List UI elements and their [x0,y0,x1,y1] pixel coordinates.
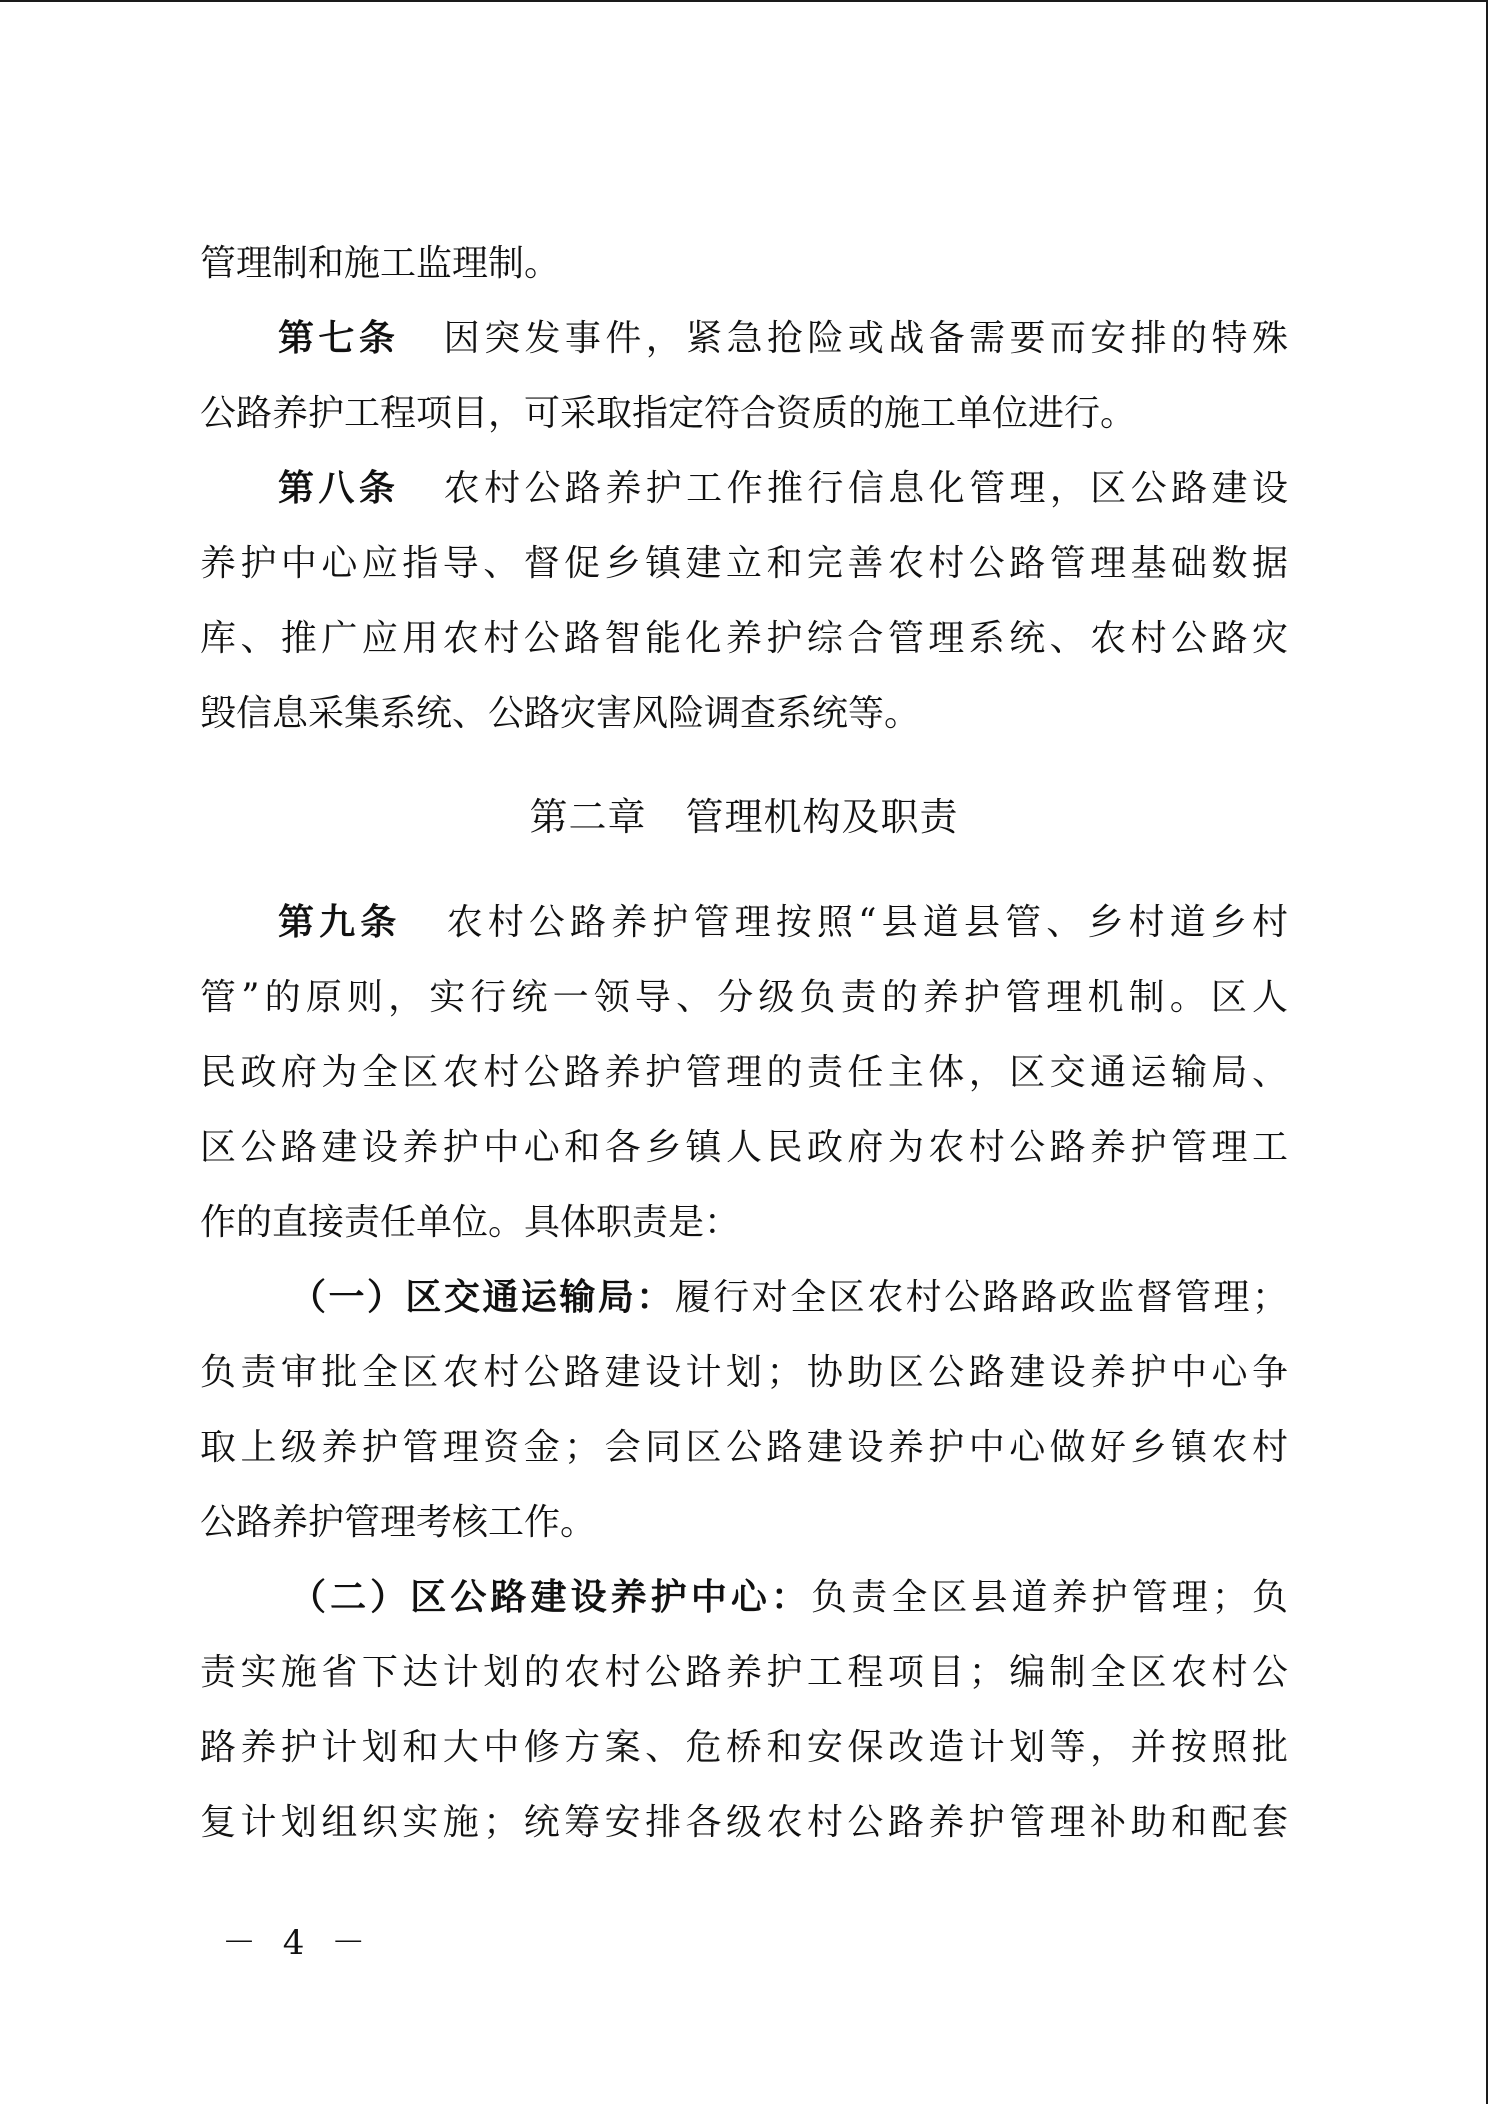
line-text: 取上级养护管理资金；会同区公路建设养护中心做好乡镇农村 [200,1427,1288,1468]
line-text: 农村公路养护管理按照“县道县管、乡村道乡村 [441,902,1288,943]
paragraph-line [200,1410,1288,1485]
paragraph-line [200,1110,1288,1185]
line-text: 公路养护管理考核工作。 [200,1502,597,1543]
line-text: 因突发事件，紧急抢险或战备需要而安排的特殊 [439,318,1288,359]
line-text: 管理制和施工监理制。 [200,243,561,284]
document-body [200,226,1288,1860]
article-9-heading-line [200,885,1288,960]
line-text: 路养护计划和大中修方案、危桥和安保改造计划等，并按照批 [200,1727,1288,1768]
chapter-title: 第二章 管理机构及职责 [529,795,959,839]
item-label: （一）区交通运输局： [290,1276,675,1318]
paragraph-line [200,1635,1288,1710]
line-text: 履行对全区农村公路路政监督管理； [674,1277,1288,1318]
line-text: 作的直接责任单位。具体职责是： [200,1202,741,1243]
line-text: 区公路建设养护中心和各乡镇人民政府为农村公路养护管理工 [200,1127,1288,1168]
paragraph-line [200,1185,1288,1260]
line-text: 民政府为全区农村公路养护管理的责任主体，区交通运输局、 [200,1052,1288,1093]
line-text: 复计划组织实施；统筹安排各级农村公路养护管理补助和配套 [200,1802,1288,1843]
item-label: （二）区公路建设养护中心： [290,1576,812,1618]
line-text: 库、推广应用农村公路智能化养护综合管理系统、农村公路灾 [200,618,1288,659]
line-text: 养护中心应指导、督促乡镇建立和完善农村公路管理基础数据 [200,543,1288,584]
paragraph-line [200,376,1288,451]
paragraph-line [200,1035,1288,1110]
line-text: 农村公路养护工作推行信息化管理，区公路建设 [439,468,1288,509]
article-8-heading-line [200,451,1288,526]
paragraph-line [200,1335,1288,1410]
paragraph-line [200,960,1288,1035]
item-2-heading-line [200,1560,1288,1635]
paragraph-line [200,226,1288,301]
article-7-heading-line [200,301,1288,376]
paragraph-line [200,601,1288,676]
page-number: － 4 － [222,1923,374,1963]
page-border-top [0,0,1486,2]
line-text: 毁信息采集系统、公路灾害风险调查系统等。 [200,693,921,734]
paragraph-line [200,526,1288,601]
line-text: 公路养护工程项目，可采取指定符合资质的施工单位进行。 [200,393,1137,434]
line-text: 管”的原则，实行统一领导、分级负责的养护管理机制。区人 [200,977,1288,1018]
paragraph-line [200,1710,1288,1785]
paragraph-line [200,1785,1288,1860]
article-label: 第九条 [278,901,402,943]
paragraph-line [200,676,1288,751]
paragraph-line [200,1485,1288,1560]
item-1-heading-line [200,1260,1288,1335]
line-text: 责实施省下达计划的农村公路养护工程项目；编制全区农村公 [200,1652,1288,1693]
line-text: 负责审批全区农村公路建设计划；协助区公路建设养护中心争 [200,1352,1288,1393]
article-label: 第七条 [278,317,400,359]
article-label: 第八条 [278,467,400,509]
line-text: 负责全区县道养护管理；负 [811,1577,1288,1618]
